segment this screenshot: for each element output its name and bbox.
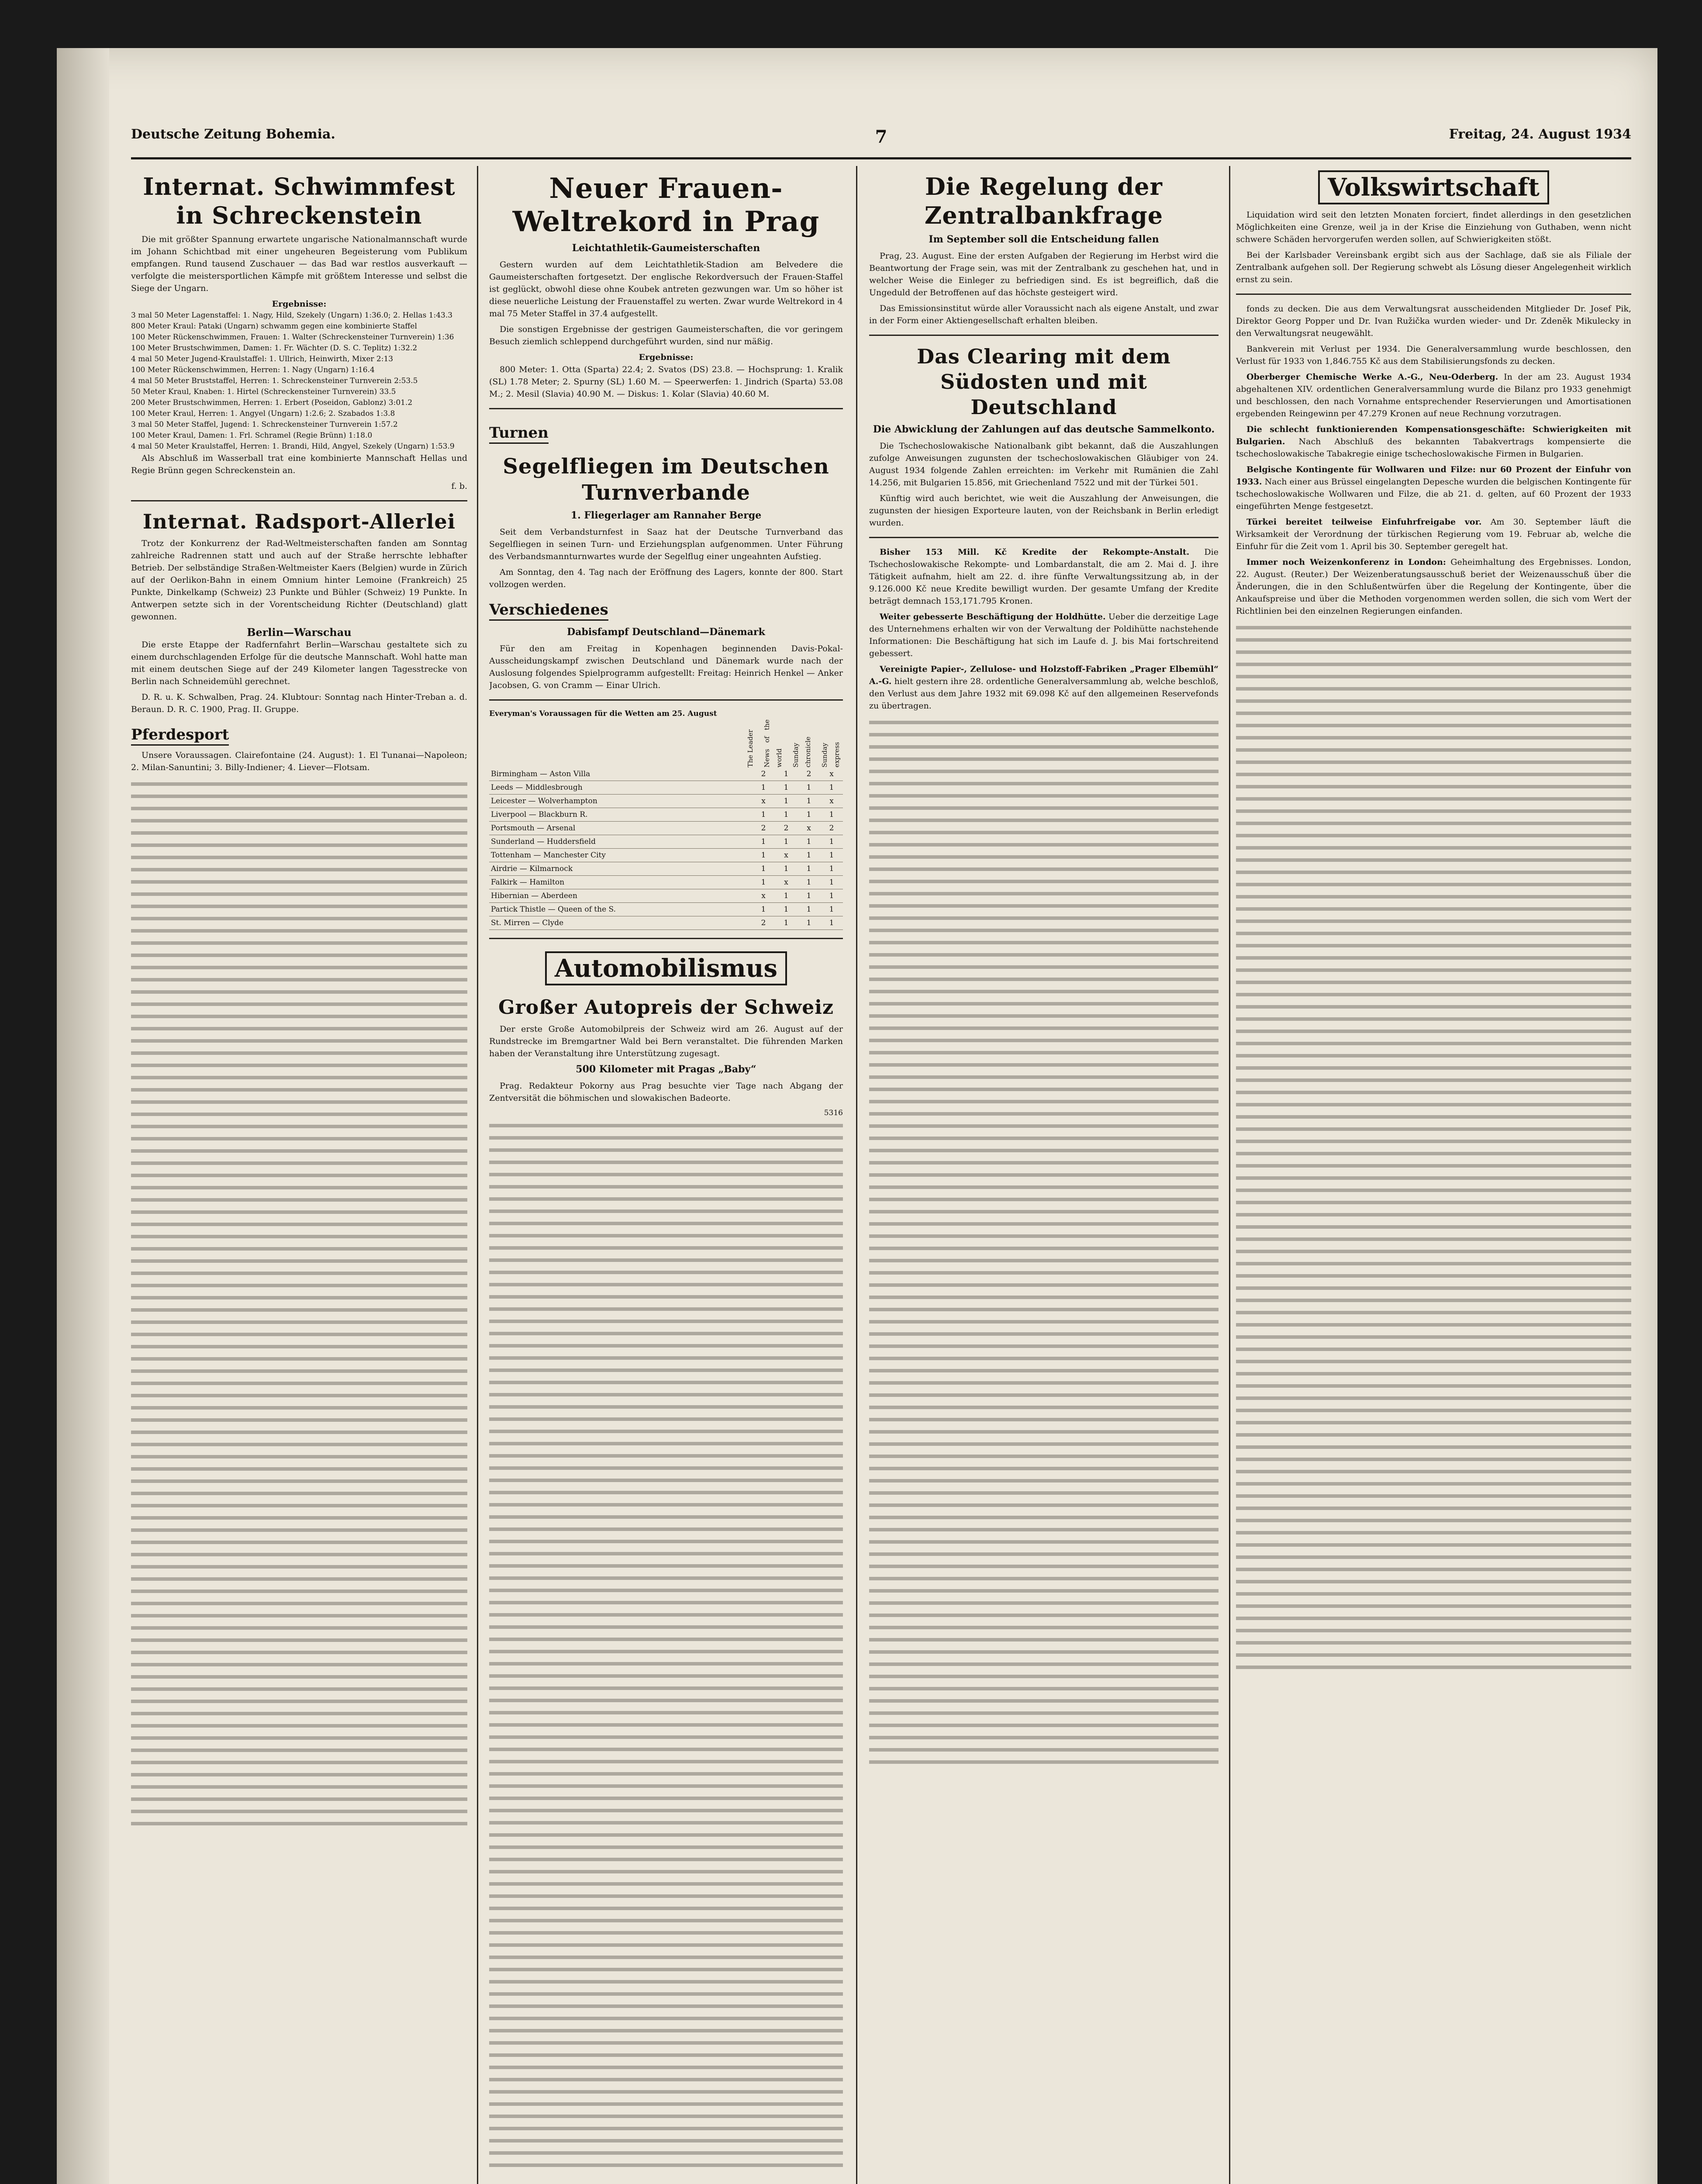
issue-date: Freitag, 24. August 1934: [1449, 127, 1631, 142]
football-tip: x: [797, 822, 820, 835]
football-tip: 1: [797, 889, 820, 903]
football-tip: 1: [820, 889, 843, 903]
column-1: [131, 166, 467, 2184]
column-rule: [477, 166, 478, 2184]
page-header: [131, 127, 1631, 153]
football-tip: 1: [820, 808, 843, 822]
misc-label: Verschiedenes: [489, 600, 608, 621]
football-tip: 1: [820, 876, 843, 889]
auto-section-label: Automobilismus: [545, 951, 787, 985]
football-tip: 1: [797, 795, 820, 808]
football-tip: 1: [820, 781, 843, 795]
football-row: [489, 903, 843, 916]
section-rule: [869, 537, 1219, 538]
oberberg-headline: Oberberger Chemische Werke A.-G., Neu-Oderberg.: [1246, 372, 1498, 382]
football-tip: 1: [752, 849, 775, 862]
football-tip: 1: [752, 862, 775, 876]
football-tip: 1: [797, 808, 820, 822]
football-tip: 1: [797, 781, 820, 795]
women-results-label: Ergebnisse:: [639, 352, 694, 362]
glider-text: Seit dem Verbandsturnfest in Saaz hat der Deutsche Turnverband das Segelfliegen in seinen Turn- und Erziehungsplan aufgenommen. Unter Führung des Verbandsmannturnwartes wurde der Segelflug einer ungeahnten Aufstieg.: [489, 527, 843, 561]
football-match: Leicester — Wolverhampton: [489, 795, 752, 808]
swim-result-line: 3 mal 50 Meter Lagenstaffel: 1. Nagy, Hild, Szekely (Ungarn) 1:36.0; 2. Hellas 1:43.3: [131, 311, 453, 320]
horse-text: Unsere Voraussagen. Clairefontaine (24. August): 1. El Tunanai—Napoleon; 2. Milan-Sanuntini; 3. Billy-Indiener; 4. Liever—Flotsam.: [131, 750, 467, 772]
swim-result-line: 800 Meter Kraul: Pataki (Ungarn) schwamm gegen eine kombinierte Staffel: [131, 322, 417, 331]
football-tip: 2: [752, 916, 775, 930]
football-tip: x: [752, 795, 775, 808]
baby-headline: 500 Kilometer mit Pragas „Baby“: [576, 1064, 756, 1075]
football-tip: 2: [820, 822, 843, 835]
football-caption: Everyman's Voraussagen für die Wetten am 25. August: [489, 709, 717, 718]
women-results: 800 Meter: 1. Otta (Sparta) 22.4; 2. Svatos (DS) 23.8. — Hochsprung: 1. Kralik (SL) 1.78 Meter; 2. Spurny (SL) 1.60 M. — Speerwerfen: 1. Jindrich (Sparta) 53.08 M.; 2. Mesil (Slavia) 40.90 M. — Diskus: 1. Kolar (Slavia) 40.60 M.: [489, 365, 843, 399]
football-tip: 1: [775, 916, 797, 930]
football-match: Leeds — Middlesbrough: [489, 781, 752, 795]
swim-result-line: 100 Meter Rückenschwimmen, Herren: 1. Nagy (Ungarn) 1:16.4: [131, 366, 375, 374]
football-row: [489, 876, 843, 889]
baby-signature: 5316: [824, 1109, 843, 1117]
section-rule: [489, 938, 843, 939]
credits-headline: Bisher 153 Mill. Kč Kredite der Rekompte-Anstalt.: [880, 547, 1190, 557]
football-tip: x: [775, 849, 797, 862]
football-tip: 1: [820, 835, 843, 849]
berlin-text: Die erste Etappe der Radfernfahrt Berlin—Warschau gestaltete sich zu einem durchschlagenden Erfolge für die deutsche Mannschaft. Wohl hatte man mit einem deutschen Siege auf der 249 Kilometer langen Tagesstrecke von Berlin nach Schneidemühl gerechnet.: [131, 640, 467, 686]
clearing-headline: Das Clearing mit dem Südosten und mit Deutschland: [917, 345, 1171, 419]
newspaper-name: Deutsche Zeitung Bohemia.: [131, 127, 335, 142]
column-2: [489, 166, 843, 2184]
football-row: [489, 822, 843, 835]
section-rule: [131, 500, 467, 501]
football-row: [489, 835, 843, 849]
football-row: [489, 767, 843, 781]
football-tip: 1: [775, 795, 797, 808]
football-tip: 2: [752, 767, 775, 781]
football-tip: 1: [752, 835, 775, 849]
football-tip: 1: [797, 916, 820, 930]
section-rule: [869, 335, 1219, 336]
football-tip: 1: [797, 849, 820, 862]
employ-headline: Weiter gebesserte Beschäftigung der Holdhütte.: [880, 612, 1106, 622]
clearing-text-2: Künftig wird auch berichtet, wie weit die Auszahlung der Anweisungen, die zugunsten der hiesigen Exporteure lauten, von der Reichsbank in Berlin erledigt wurden.: [869, 494, 1219, 528]
page-number: 7: [875, 127, 887, 147]
swim-result-line: 4 mal 50 Meter Kraulstaffel, Herren: 1. Brandi, Hild, Angyel, Szekely (Ungarn) 1:53.9: [131, 442, 455, 451]
swim-signature: f. b.: [451, 481, 467, 491]
swim-intro: Die mit größter Spannung erwartete ungarische Nationalmannschaft wurde im Johann Schichtbad mit einer ungeheuren Begeisterung vom Publikum empfangen. Rund tausend Zuschauer — das Bad war restlos ausverkauft — verfolgte die meistersportlichen Kämpfe mit größtem Interesse und selbst die Siege der Ungarn.: [131, 235, 467, 293]
swim-results-list: [131, 310, 467, 452]
football-match: Portsmouth — Arsenal: [489, 822, 752, 835]
turnen-label: Turnen: [489, 423, 549, 444]
tuerkei-text: Am 30. September läuft die Wirksamkeit der Verordnung der türkischen Regierung vom 19. Februar ab, welche die Einfuhr für die Zeit vom 1. April bis 30. September geregelt hat.: [1236, 517, 1631, 551]
section-rule: [489, 699, 843, 701]
paper-text: hielt gestern ihre 28. ordentliche Generalversammlung ab, welche beschloß, den Verlust aus dem Jahre 1932 mit 69.098 Kč auf den allgemeinen Reservefonds zu übertragen.: [869, 677, 1219, 711]
newspaper-page: [57, 48, 1657, 2184]
football-row: [489, 849, 843, 862]
credits-text: Die Tschechoslowakische Rekompte- und Lombardanstalt, die am 2. Mai d. J. ihre Tätigkeit aufnahm, hielt am 22. d. ihre fünfte Verwaltungssitzung ab, in der 9.126.000 Kč neue Kredite bewilligt wurden. Der gesamte Umfang der Kredite beträgt demnach 153,171.795 Kronen.: [869, 547, 1219, 606]
text-filler: [131, 777, 467, 1825]
swim-result-line: 4 mal 50 Meter Jugend-Kraulstaffel: 1. Ullrich, Heinwirth, Mixer 2:13: [131, 355, 394, 363]
football-tip: 1: [797, 835, 820, 849]
glider-headline: Segelfliegen im Deutschen Turnverbande: [503, 454, 829, 505]
football-column-header: Sunday chronicle: [792, 736, 812, 767]
football-row: [489, 889, 843, 903]
football-match: Partick Thistle — Queen of the S.: [489, 903, 752, 916]
zentral-text-2: Das Emissionsinstitut würde aller Voraussicht nach als eigene Anstalt, und zwar in der Form einer Aktiengesellschaft erhalten bleiben.: [869, 304, 1219, 325]
football-tip: 1: [820, 849, 843, 862]
football-tip: 2: [752, 822, 775, 835]
swiss-text: Der erste Große Automobilpreis der Schweiz wird am 26. August auf der Rundstrecke im Bremgartner Wald bei Bern veranstaltet. Die führenden Marken haben der Veranstaltung ihre Unterstützung zugesagt.: [489, 1024, 843, 1058]
football-tip: x: [820, 767, 843, 781]
swim-result-line: 100 Meter Kraul, Damen: 1. Frl. Schramel (Regie Brünn) 1:18.0: [131, 431, 373, 440]
swim-result-line: 50 Meter Kraul, Knaben: 1. Hirtel (Schreckensteiner Turnverein) 33.5: [131, 387, 396, 396]
football-tip: 1: [752, 876, 775, 889]
clearing-text: Die Tschechoslowakische Nationalbank gibt bekannt, daß die Auszahlungen zufolge Anweisungen zugunsten der tschechoslowakischen Gläubiger von 24. August 1934 folgende Zahlen erreichten: im Verkehr mit Rumänien die Zahl 14.256, mit Bulgarien 15.856, mit Griechenland 7522 und mit der Türkei 501.: [869, 441, 1219, 487]
football-column-header: News of the world: [763, 719, 783, 767]
swim-headline: Internat. Schwimmfest in Schreckenstein: [143, 173, 456, 229]
football-match: Birmingham — Aston Villa: [489, 767, 752, 781]
football-tip: 1: [775, 862, 797, 876]
football-column-header: The Leader: [746, 729, 754, 767]
baby-text: Prag. Redakteur Pokorny aus Prag besuchte vier Tage nach Abgang der Zentversität die böhmischen und slowakischen Badeorte.: [489, 1081, 843, 1103]
zentral-text: Prag, 23. August. Eine der ersten Aufgaben der Regierung im Herbst wird die Beantwortung der Frage sein, was mit der Zentralbank zu geschehen hat, und in welcher Weise die Einleger zu befriedigen sind. Es ist begreiflich, daß die Ungeduld der Betroffenen auf das höchste gesteigert wird.: [869, 251, 1219, 297]
women-text: Gestern wurden auf dem Leichtathletik-Stadion am Belvedere die Gaumeisterschaften fortgesetzt. Der englische Rekordversuch der Frauen-Staffel ist geglückt, obwohl diese ohne Koubek antreten gezwungen war. Um so höher ist diese neuerliche Leistung der Frauenstaffel zu werten. Zwar wurde Weltrekord in 4 mal 75 Meter Staffel in 37.4 aufgestellt.: [489, 260, 843, 318]
belgien-text: Nach einer aus Brüssel eingelangten Depesche wurden die belgischen Kontingente für tschechoslowakische Wollwaren und Filze, die ab 21. d. gelten, auf 60 Prozent der 1933 eingeführten Menge festgesetzt.: [1236, 477, 1631, 511]
column-3: [869, 166, 1219, 2184]
employ-text: Ueber die derzeitige Lage des Unternehmens erhalten wir von der Verwaltung der Poldihütte nachstehende Informationen: Die Beschäftigung hat sich im Laufe d. J. bis Mai fortschreitend gebessert.: [869, 612, 1219, 658]
economy-section-label: Volkswirtschaft: [1318, 170, 1549, 204]
football-tip: 1: [820, 916, 843, 930]
swim-result-line: 100 Meter Kraul, Herren: 1. Angyel (Ungarn) 1:2.6; 2. Szabados 1:3.8: [131, 409, 395, 418]
football-row: [489, 862, 843, 876]
swim-result-line: 4 mal 50 Meter Bruststaffel, Herren: 1. Schreckensteiner Turnverein 2:53.5: [131, 377, 418, 385]
text-filler: [869, 715, 1219, 1764]
women-record-headline: Neuer Frauen-Weltrekord in Prag: [512, 172, 820, 238]
football-row: [489, 916, 843, 930]
football-match: St. Mirren — Clyde: [489, 916, 752, 930]
women-text-2: Die sonstigen Ergebnisse der gestrigen Gaumeisterschaften, die vor geringem Besuch ziemlich schleppend durchgeführt wurden, sind nur mäßig.: [489, 325, 843, 346]
football-tip: 1: [775, 889, 797, 903]
football-tip: 2: [775, 822, 797, 835]
bulgarien-text: Nach Abschluß des bekannten Tabakvertrags kompensierte die tschechoslowakische Tabakregie einige tschechoslowakische Firmen in Bulgarien.: [1236, 437, 1631, 459]
football-tip: 1: [797, 876, 820, 889]
football-table: [489, 767, 843, 930]
economy-text: Liquidation wird seit den letzten Monaten forciert, findet allerdings in den gesetzlichen Möglichkeiten eine Grenze, weil ja in der Krise die Einziehung von Guthaben, wenn nicht schwere Schäden hervorgerufen werden sollen, auf Schwierigkeiten stößt.: [1236, 210, 1631, 244]
women-subhead: Leichtathletik-Gaumeisterschaften: [572, 242, 760, 254]
oberberg-text: In der am 23. August 1934 abgehaltenen XIV. ordentlichen Generalversammlung wurde die Bilanz pro 1933 genehmigt und beschlossen, den nach Vornahme entsprechender Reservierungen und Amortisationen ergebenden Reingewinn per 47.279 Kronen auf neue Rechnung vorzutragen.: [1236, 372, 1631, 418]
fonds-text: fonds zu decken. Die aus dem Verwaltungsrat ausscheidenden Mitglieder Dr. Josef Pik, Direktor Georg Popper und Dr. Ivan Ružička wurden wieder- und Dr. Zdeněk Mikulecky in den Verwaltungsrat neugewählt.: [1236, 304, 1631, 338]
football-tip: x: [752, 889, 775, 903]
football-tip: 1: [797, 903, 820, 916]
tuerkei-headline: Türkei bereitet teilweise Einfuhrfreigabe vor.: [1246, 517, 1482, 527]
swim-results-label: Ergebnisse:: [272, 299, 327, 309]
zentral-headline: Die Regelung der Zentralbankfrage: [924, 173, 1163, 229]
section-rule: [489, 408, 843, 409]
football-match: Airdrie — Kilmarnock: [489, 862, 752, 876]
swim-result-line: 200 Meter Brustschwimmen, Herren: 1. Erbert (Poseidon, Gablonz) 3:01.2: [131, 398, 413, 407]
football-tip: 1: [775, 767, 797, 781]
football-tip: 1: [752, 781, 775, 795]
football-tip: x: [775, 876, 797, 889]
football-tip: 1: [820, 862, 843, 876]
football-tip: 1: [775, 808, 797, 822]
section-rule: [1236, 294, 1631, 295]
football-tip: 1: [797, 862, 820, 876]
header-rule: [131, 157, 1631, 159]
page-gutter: [57, 48, 109, 2184]
column-rule: [856, 166, 857, 2184]
column-rule: [1229, 166, 1230, 2184]
football-tip: 1: [775, 781, 797, 795]
swim-tail: Als Abschluß im Wasserball trat eine kombinierte Mannschaft Hellas und Regie Brünn gegen Schreckenstein an.: [131, 453, 467, 475]
swiss-headline: Großer Autopreis der Schweiz: [498, 996, 834, 1019]
chess-headline: Dabisfampf Deutschland—Dänemark: [567, 626, 765, 638]
weizen-text: Geheimhaltung des Ergebnisses. London, 22. August. (Reuter.) Der Weizenberatungsausschuß beriet der Weizenausschuß über die Änderungen, die in den Schlußentwürfen über die Regelung der Kontingente, über die Ankaufspreise und über die Methoden vorgenommen werden sollen, die sich vom Wert der Richtlinien bei den einzelnen Regierungen einfanden.: [1236, 557, 1631, 616]
berlin-headline: Berlin—Warschau: [247, 626, 352, 639]
chess-text: Für den am Freitag in Kopenhagen beginnenden Davis-Pokal-Ausscheidungskampf zwischen Deutschland und Dänemark wurde nach der Auslosung folgendes Spielprogramm aufgestellt: Freitag: Heinrich Henkel — Anker Jacobsen, G. von Cramm — Einar Ulrich.: [489, 644, 843, 690]
football-row: [489, 781, 843, 795]
football-tip: x: [820, 795, 843, 808]
column-4: [1236, 166, 1631, 2184]
glider-text-2: Am Sonntag, den 4. Tag nach der Eröffnung des Lagers, konnte der 800. Start vollzogen werden.: [489, 567, 843, 589]
football-row: [489, 795, 843, 808]
swim-result-line: 100 Meter Brustschwimmen, Damen: 1. Fr. Wächter (D. S. C. Teplitz) 1:32.2: [131, 344, 418, 352]
football-column-header: Sunday express: [821, 742, 841, 767]
cycling-text: Trotz der Konkurrenz der Rad-Weltmeisterschaften fanden am Sonntag zahlreiche Radrennen statt und auch auf der Straße herrschte lebhafter Betrieb. Der selbständige Straßen-Weltmeister Kaers (Belgien) wurde in Zürich auf der Oerlikon-Bahn in einem Omnium hinter Lemoine (Frankreich) 25 Punkte, Dinkelkamp (Schweiz) 23 Punkte und Bühler (Schweiz) 19 Punkte. In Antwerpen setzte sich in der Vorentscheidung Richter (Deutschland) glatt gewonnen.: [131, 539, 467, 622]
football-match: Falkirk — Hamilton: [489, 876, 752, 889]
football-match: Hibernian — Aberdeen: [489, 889, 752, 903]
football-match: Liverpool — Blackburn R.: [489, 808, 752, 822]
football-tip: 1: [820, 903, 843, 916]
paper-headline: Vereinigte Papier-, Zellulose- und Holzstoff-Fabriken „Prager Elbemühl“ A.-G.: [869, 664, 1219, 686]
glider-subhead: 1. Fliegerlager am Rannaher Berge: [570, 510, 762, 521]
belgien-headline: Belgische Kontingente für Wollwaren und Filze: nur 60 Prozent der Einfuhr von 1933.: [1236, 465, 1631, 487]
football-column-headers: [489, 719, 843, 767]
bankverein-text: Bankverein mit Verlust per 1934. Die Generalversammlung wurde beschlossen, den Verlust für 1933 von 1,846.755 Kč aus dem Stabilisierungsfonds zu decken.: [1236, 344, 1631, 366]
weizen-headline: Immer noch Weizenkonferenz in London:: [1246, 557, 1446, 567]
clearing-subhead: Die Abwicklung der Zahlungen auf das deutsche Sammelkonto.: [873, 424, 1215, 435]
economy-text-2: Bei der Karlsbader Vereinsbank ergibt sich aus der Sachlage, daß sie als Filiale der Zentralbank aufgehen soll. Der Regierung schwebt als Lösung dieser Angelegenheit wirklich ernst zu sein.: [1236, 250, 1631, 284]
horse-section-label: Pferdesport: [131, 725, 229, 746]
cycling-headline: Internat. Radsport-Allerlei: [142, 510, 456, 533]
football-tip: 1: [775, 835, 797, 849]
football-tip: 1: [752, 808, 775, 822]
football-match: Sunderland — Huddersfield: [489, 835, 752, 849]
swim-result-line: 3 mal 50 Meter Staffel, Jugend: 1. Schreckensteiner Turnverein 1:57.2: [131, 420, 398, 429]
bulgarien-headline: Die schlecht funktionierenden Kompensationsgeschäfte: Schwierigkeiten mit Bulgarien.: [1236, 425, 1631, 446]
club-notes: D. R. u. K. Schwalben, Prag. 24. Klubtour: Sonntag nach Hinter-Treban a. d. Beraun. D. R. C. 1900, Prag. II. Gruppe.: [131, 692, 467, 714]
football-row: [489, 808, 843, 822]
text-filler: [1236, 621, 1631, 1669]
football-tip: 1: [752, 903, 775, 916]
swim-result-line: 100 Meter Rückenschwimmen, Frauen: 1. Walter (Schreckensteiner Turnverein) 1:36: [131, 333, 454, 342]
text-filler: [489, 1119, 843, 2167]
football-tip: 1: [775, 903, 797, 916]
zentral-subhead: Im September soll die Entscheidung fallen: [929, 234, 1159, 245]
football-tip: 2: [797, 767, 820, 781]
football-match: Tottenham — Manchester City: [489, 849, 752, 862]
